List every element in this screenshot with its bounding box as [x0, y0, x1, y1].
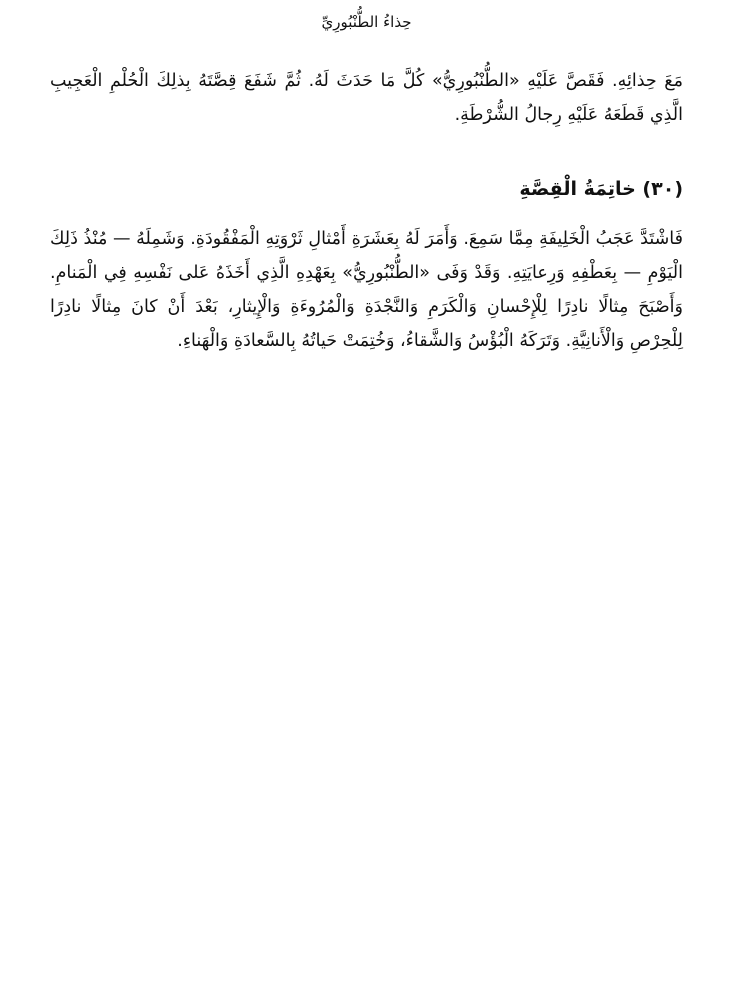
paragraph-continuation: مَعَ حِذائِهِ. فَقَصَّ عَلَيْهِ «الطُّنْبُورِيُّ» كُلَّ مَا حَدَثَ لَهُ. ثُمَّ شَفَعَ قِصَّتَهُ بِذلِكَ الْحُلْمِ الْعَجِيبِ الَّذِي قَطَعَهُ عَلَيْهِ رِجالُ الشُّرْطَةِ. [50, 71, 683, 125]
paragraph-story-ending: فَاشْتَدَّ عَجَبُ الْخَلِيفَةِ مِمَّا سَمِعَ. وَأَمَرَ لَهُ بِعَشَرَةِ أَمْثالِ ثَرْوَتِهِ الْمَفْقُودَةِ. وَشَمِلَهُ — مُنْذُ ذَلِكَ الْيَوْمِ — بِعَطْفِهِ وَرِعايَتِهِ. وَقَدْ وَفَى «الطُّنْبُورِيُّ» بِعَهْدِهِ الَّذِي أَخَذَهُ عَلى نَفْسِهِ فِي الْمَنامِ. وَأَصْبَحَ مِثالًا نادِرًا لِلْإِحْسانِ وَالْكَرَمِ وَالنَّجْدَةِ وَالْمُرُوءَةِ وَالْإِيثارِ، بَعْدَ أَنْ كانَ مِثالًا نادِرًا لِلْحِرْصِ وَالْأَنانِيَّةِ. وَتَرَكَهُ الْبُؤْسُ وَالشَّقاءُ، وَخُتِمَتْ حَياتُهُ بِالسَّعادَةِ وَالْهَناءِ. [50, 229, 683, 351]
section-heading: (٣٠) خاتِمَةُ الْقِصَّةِ [519, 178, 683, 200]
running-header: حِذاءُ الطُّنْبُورِيِّ [321, 13, 412, 31]
